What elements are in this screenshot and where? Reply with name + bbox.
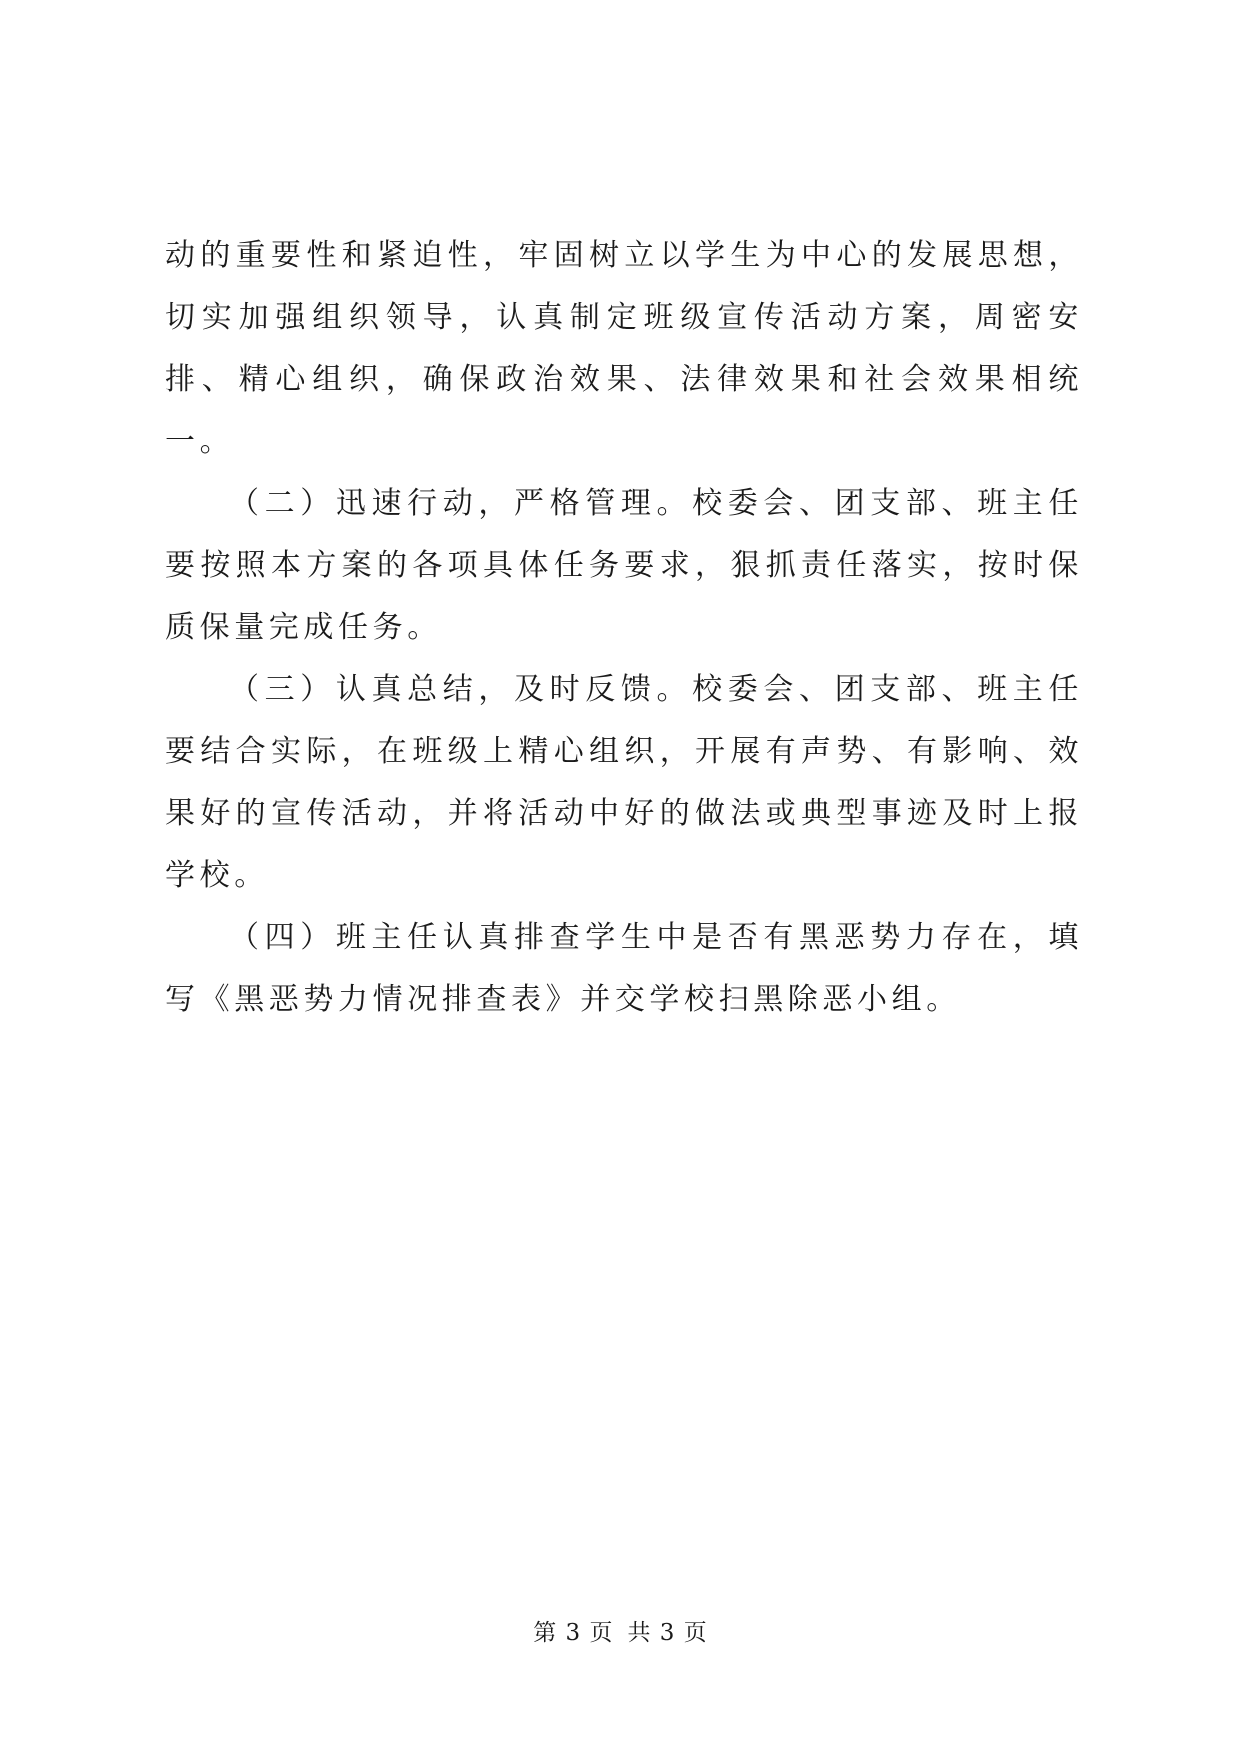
paragraph-item-4: （四）班主任认真排查学生中是否有黑恶势力存在，填写《黑恶势力情况排查表》并交学校扫黑除恶小组。 (165, 920, 1083, 1017)
page-footer (0, 1614, 1241, 1647)
paragraph-continuation: 动的重要性和紧迫性，牢固树立以学生为中心的发展思想，切实加强组织领导，认真制定班级宣传活动方案，周密安排、精心组织，确保政治效果、法律效果和社会效果相统一。 (165, 238, 1083, 459)
document-body (165, 225, 1083, 1031)
page-number: 第 3 页 (533, 1620, 614, 1646)
paragraph-item-2: （二）迅速行动，严格管理。校委会、团支部、班主任要按照本方案的各项具体任务要求，狠抓责任落实，按时保质保量完成任务。 (165, 486, 1083, 645)
paragraph-item-3: （三）认真总结，及时反馈。校委会、团支部、班主任要结合实际，在班级上精心组织，开展有声势、有影响、效果好的宣传活动，并将活动中好的做法或典型事迹及时上报学校。 (165, 672, 1083, 893)
page-total: 共 3 页 (627, 1620, 708, 1646)
